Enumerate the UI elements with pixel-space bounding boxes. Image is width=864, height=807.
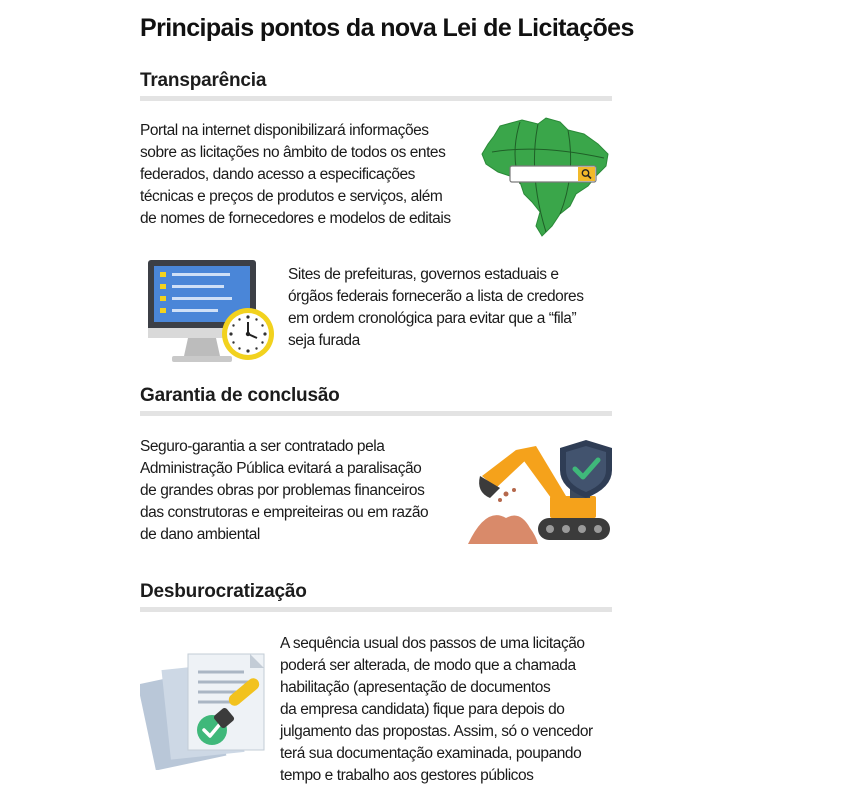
paragraph-credores — [288, 264, 584, 352]
text-line: Portal na internet disponibilizará informações — [140, 122, 429, 139]
documents-stamp-icon — [140, 646, 276, 770]
text-line: A sequência usual dos passos de uma licitação — [280, 635, 585, 652]
text-line: Seguro-garantia a ser contratado pela — [140, 438, 385, 455]
section-divider — [140, 411, 612, 416]
text-line: da empresa candidata) fique para depois do — [280, 701, 565, 718]
excavator-shield-icon — [466, 436, 616, 546]
text-line: terá sua documentação examinada, poupando — [280, 745, 582, 762]
section-divider — [140, 96, 612, 101]
section-heading-desburocratizacao: Desburocratização — [140, 581, 307, 602]
text-line: técnicas e preços de produtos e serviços, além — [140, 188, 443, 205]
text-line: Sites de prefeituras, governos estaduais e — [288, 266, 559, 283]
paragraph-sequencia — [280, 633, 593, 787]
section-heading-transparencia: Transparência — [140, 70, 267, 91]
text-line: de nomes de fornecedores e modelos de editais — [140, 210, 451, 227]
section-heading-garantia: Garantia de conclusão — [140, 385, 340, 406]
computer-clock-icon — [144, 258, 278, 366]
text-line: seja furada — [288, 332, 360, 349]
paragraph-portal — [140, 120, 451, 230]
text-line: Administração Pública evitará a paralisação — [140, 460, 422, 477]
text-line: habilitação (apresentação de documentos — [280, 679, 551, 696]
text-line: julgamento das propostas. Assim, só o vencedor — [280, 723, 593, 740]
paragraph-seguro-garantia — [140, 436, 428, 546]
page-title: Principais pontos da nova Lei de Licitações — [140, 14, 634, 42]
section-divider — [140, 607, 612, 612]
brazil-map-search-icon — [480, 114, 614, 238]
text-line: federados, dando acesso a especificações — [140, 166, 415, 183]
text-line: tempo e trabalho aos gestores públicos — [280, 767, 534, 784]
text-line: das construtoras e empreiteiras ou em razão — [140, 504, 429, 521]
text-line: de grandes obras por problemas financeiros — [140, 482, 425, 499]
text-line: de dano ambiental — [140, 526, 260, 543]
text-line: sobre as licitações no âmbito de todos os entes — [140, 144, 446, 161]
text-line: em ordem cronológica para evitar que a “fila” — [288, 310, 577, 327]
text-line: órgãos federais fornecerão a lista de credores — [288, 288, 584, 305]
text-line: poderá ser alterada, de modo que a chamada — [280, 657, 576, 674]
